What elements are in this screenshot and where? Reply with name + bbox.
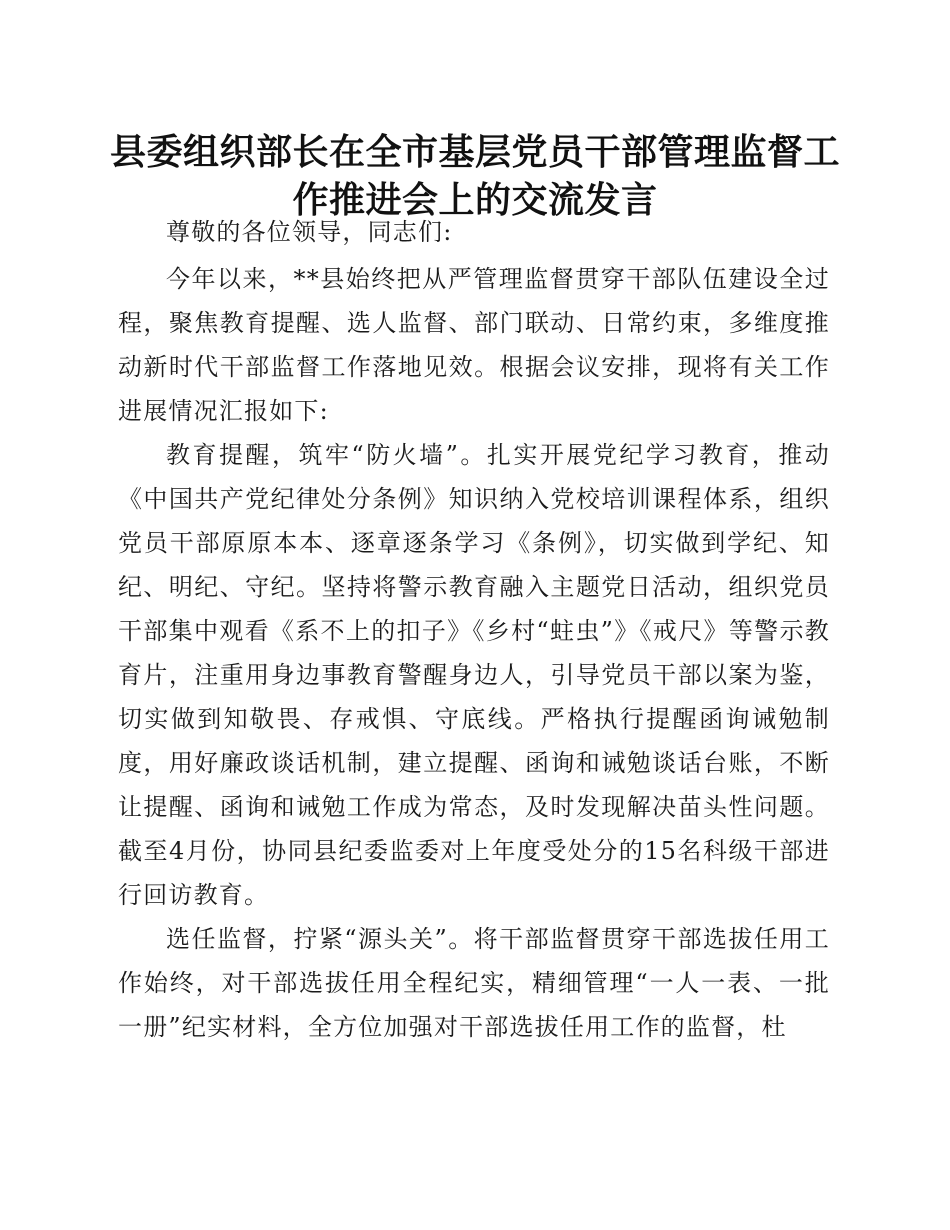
paragraph-intro: 今年以来，**县始终把从严管理监督贯穿干部队伍建设全过程，聚焦教育提醒、选人监督、部门联动、日常约束，多维度推动新时代干部监督工作落地见效。根据会议安排，现将有关工作进展情况汇报如下: <box>118 265 830 425</box>
document-body <box>118 210 830 1049</box>
document-title: 县委组织部长在全市基层党员干部管理监督工作推进会上的交流发言 <box>109 131 840 221</box>
paragraph-selection-supervision: 选任监督，拧紧“源头关”。将干部监督贯穿干部选拔任用工作始终，对干部选拔任用全程纪实，精细管理“一人一表、一批一册”纪实材料，全方位加强对干部选拔任用工作的监督，杜 <box>118 925 830 1041</box>
greeting-line: 尊敬的各位领导，同志们: <box>166 218 453 246</box>
paragraph-education-reminder: 教育提醒，筑牢“防火墙”。扎实开展党纪学习教育，推动《中国共产党纪律处分条例》知识纳入党校培训课程体系，组织党员干部原原本本、逐章逐条学习《条例》，切实做到学纪、知纪、明纪、守纪。坚持将警示教育融入主题党日活动，组织党员干部集中观看《系不上的扣子》《乡村“蛀虫”》《戒尺》等警示教育片，注重用身边事教育警醒身边人，引导党员干部以案为鉴，切实做到知敬畏、存戒惧、守底线。严格执行提醒函询诫勉制度，用好廉政谈话机制，建立提醒、函询和诫勉谈话台账，不断让提醒、函询和诫勉工作成为常态，及时发现解决苗头性问题。截至4月份，协同县纪委监委对上年度受处分的15名科级干部进行回访教育。 <box>118 441 830 909</box>
